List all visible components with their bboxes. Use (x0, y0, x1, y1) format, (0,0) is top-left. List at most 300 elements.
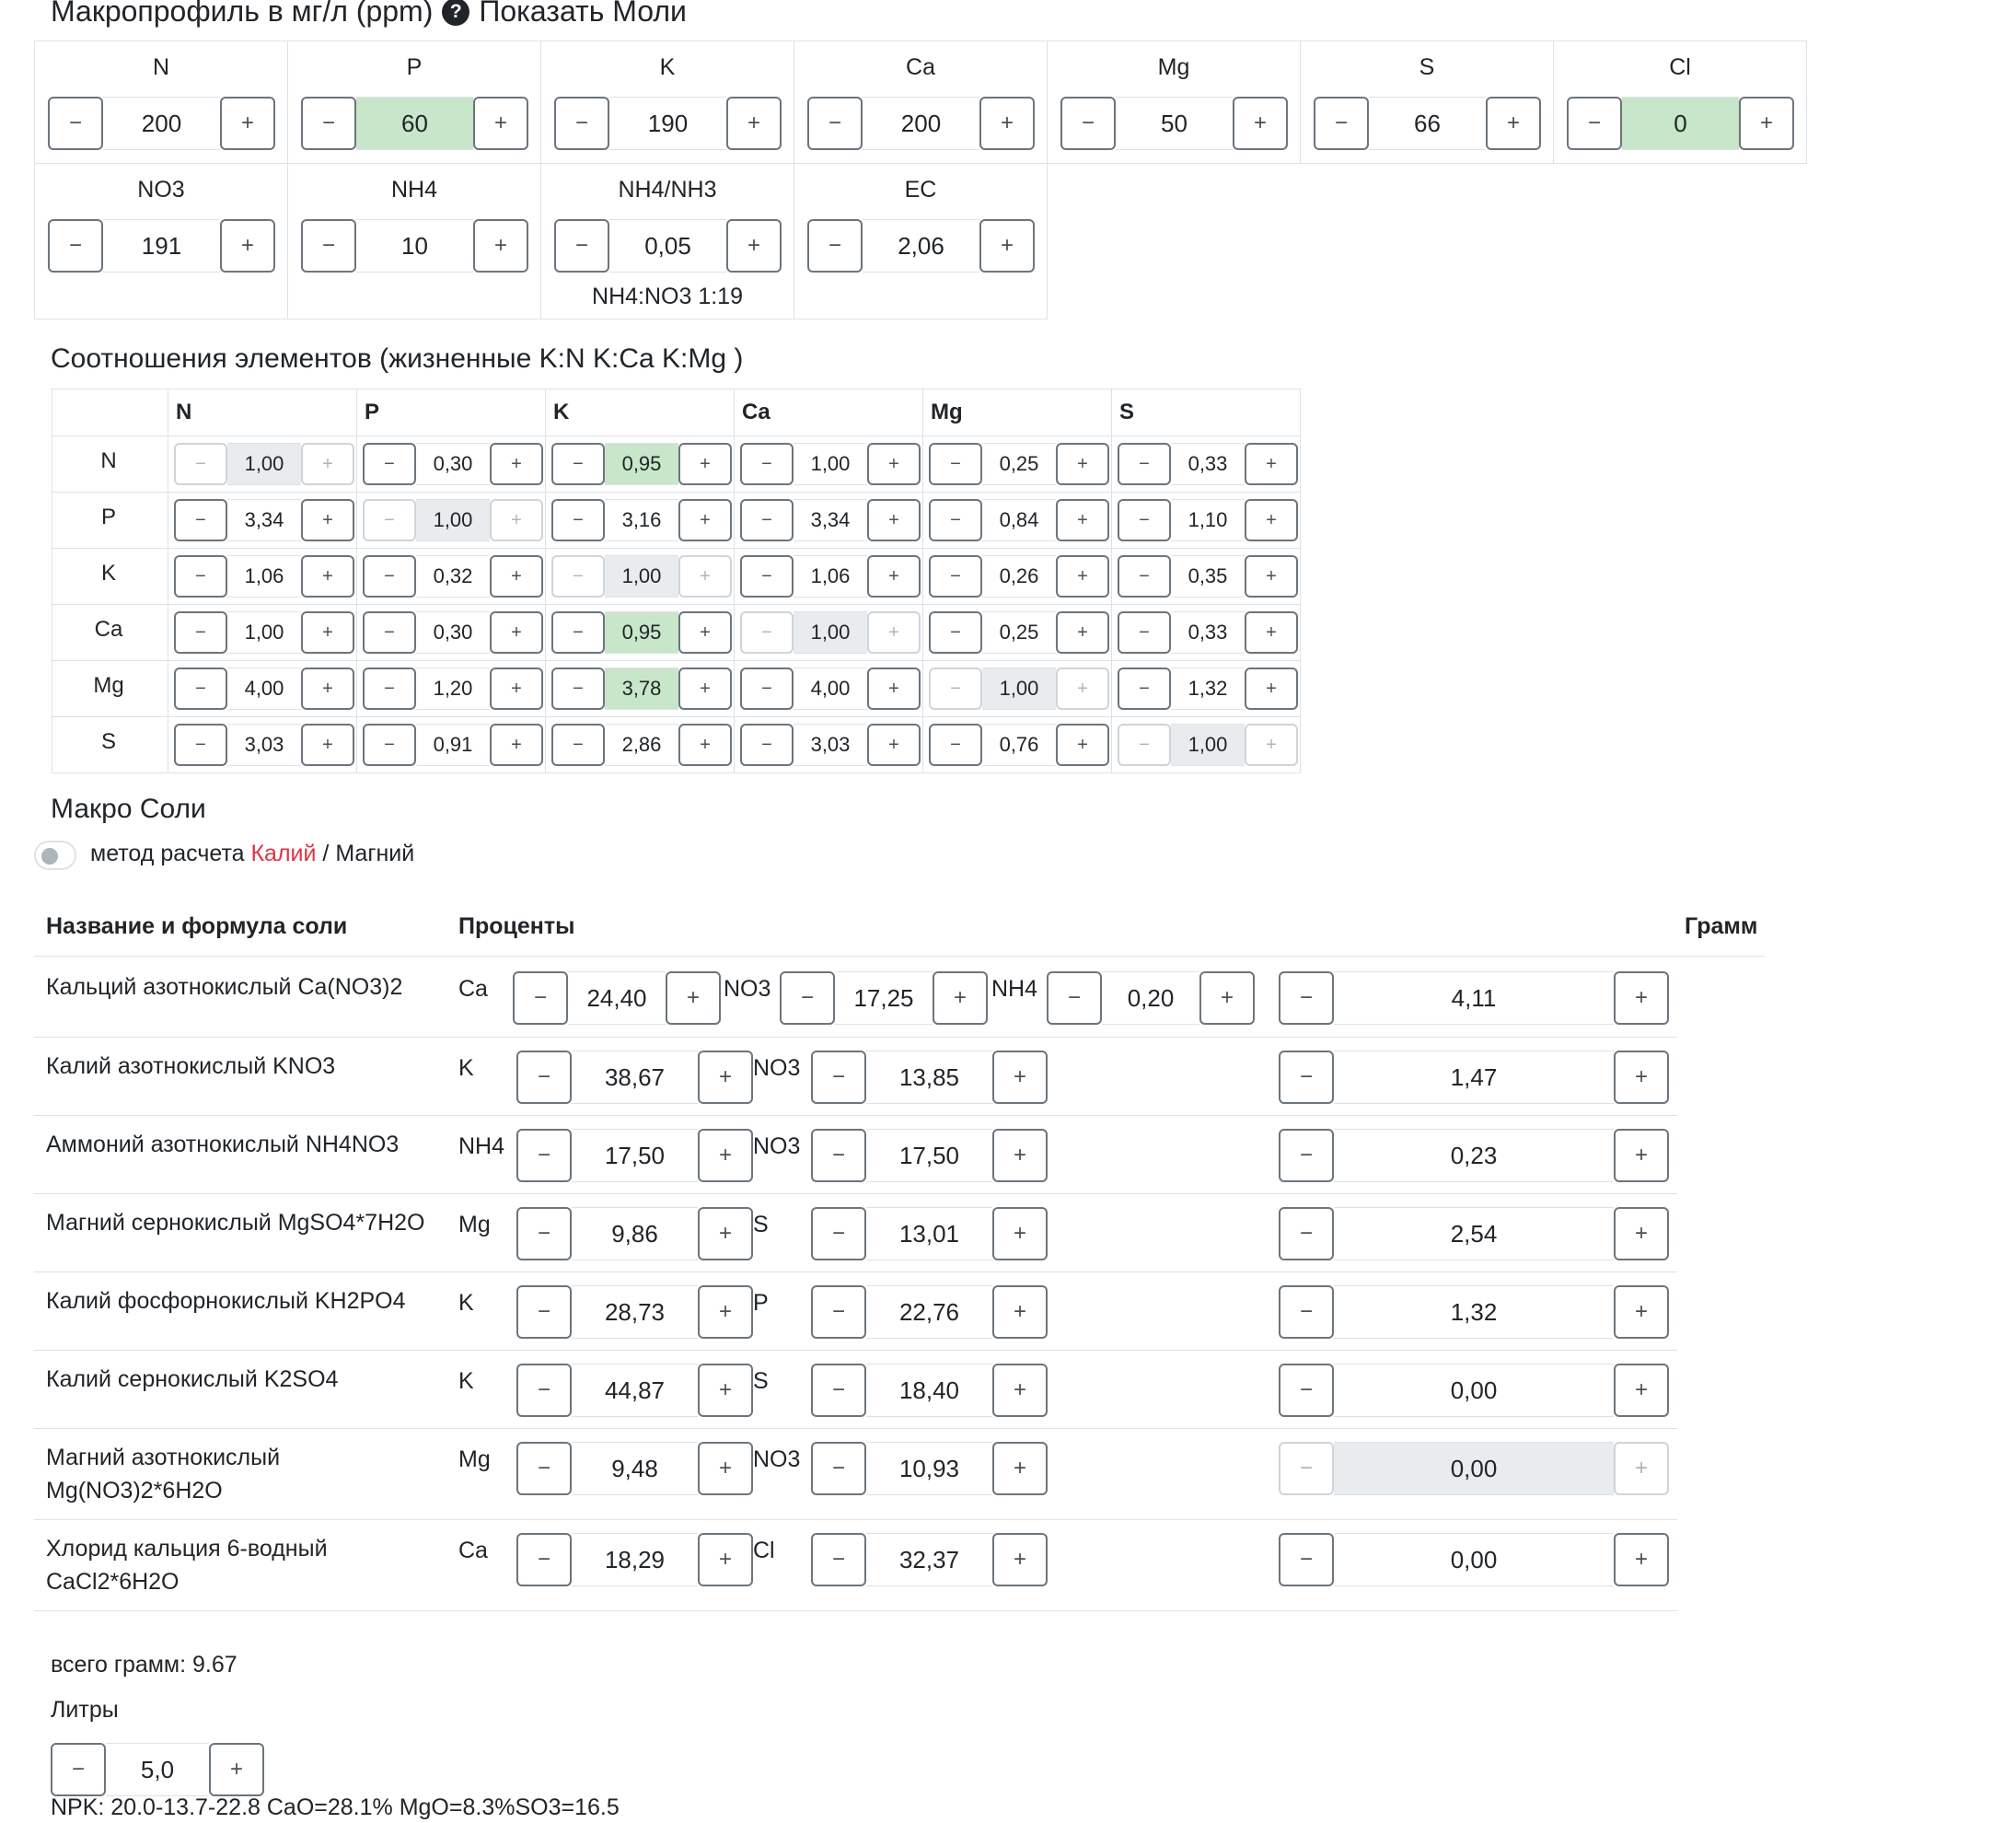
decrement-button[interactable]: − (363, 611, 416, 654)
value-input[interactable]: 191 (103, 219, 220, 273)
decrement-button[interactable]: − (1567, 97, 1622, 150)
value-input[interactable]: 0,95 (605, 443, 678, 485)
element-label: P (753, 1290, 769, 1316)
decrement-button[interactable]: − (1118, 443, 1171, 485)
decrement-button[interactable]: − (551, 443, 605, 485)
profile-label: Mg (1157, 54, 1190, 80)
percent-stepper (811, 1285, 1048, 1339)
increment-button[interactable]: + (726, 97, 782, 150)
increment-button[interactable]: + (698, 1364, 753, 1417)
decrement-button[interactable]: − (551, 611, 605, 654)
value-input[interactable]: 0,05 (609, 219, 726, 273)
profile-stepper (1060, 97, 1288, 150)
ratio-note: NH4:NO3 1:19 (592, 284, 743, 309)
decrement-button[interactable]: − (363, 499, 416, 541)
salt-row-divider (34, 1350, 1677, 1351)
decrement-button[interactable]: − (551, 555, 605, 598)
increment-button[interactable]: + (1614, 1207, 1669, 1260)
liters-label: Литры (51, 1697, 119, 1723)
profile-stepper (1314, 97, 1541, 150)
profile-stepper (48, 97, 275, 150)
increment-button[interactable]: + (1245, 499, 1298, 541)
increment-button[interactable]: + (1614, 1051, 1669, 1104)
decrement-button[interactable]: − (51, 1743, 106, 1796)
increment-button[interactable]: + (698, 1129, 753, 1182)
profile-label: K (659, 54, 676, 80)
decrement-button[interactable]: − (48, 219, 103, 273)
value-input[interactable]: 1,20 (416, 668, 490, 710)
ratio-stepper (551, 611, 732, 654)
value-input[interactable]: 0,30 (416, 611, 490, 654)
grams-stepper (1279, 1533, 1669, 1586)
element-label: NO3 (753, 1446, 801, 1472)
decrement-button[interactable]: − (929, 668, 982, 710)
increment-button[interactable]: + (678, 443, 732, 485)
value-input[interactable]: 2,54 (1334, 1207, 1614, 1260)
decrement-button[interactable]: − (174, 555, 227, 598)
value-input[interactable]: 0,26 (982, 555, 1056, 598)
ratio-stepper (363, 555, 543, 598)
increment-button[interactable]: + (992, 1129, 1048, 1182)
decrement-button[interactable]: − (929, 555, 982, 598)
increment-button[interactable]: + (1056, 668, 1109, 710)
macro-profile-title: Макропрофиль в мг/л (ppm) (51, 0, 434, 28)
value-input[interactable]: 66 (1369, 97, 1486, 150)
percent-stepper (811, 1442, 1048, 1495)
profile-stepper (301, 97, 528, 150)
ratio-col-header-cell (168, 389, 357, 436)
profile-cell-s (1300, 41, 1554, 164)
profile-cell-n (34, 41, 288, 164)
value-input[interactable]: 10 (356, 219, 473, 273)
increment-button[interactable]: + (220, 97, 275, 150)
increment-button[interactable]: + (1614, 1285, 1669, 1339)
increment-button[interactable]: + (1614, 1442, 1669, 1495)
increment-button[interactable]: + (301, 611, 354, 654)
salt-name: Калий фосфорнокислый KH2PO4 (46, 1288, 406, 1314)
decrement-button[interactable]: − (1279, 1129, 1334, 1182)
ratio-col-header-cell (356, 389, 546, 436)
percent-stepper (1047, 971, 1255, 1025)
value-input[interactable]: 2,06 (863, 219, 979, 273)
decrement-button[interactable]: − (780, 971, 835, 1025)
increment-button[interactable]: + (867, 668, 921, 710)
decrement-button[interactable]: − (811, 1285, 866, 1339)
ratio-col-header-cell (545, 389, 735, 436)
value-input[interactable]: 18,40 (866, 1364, 992, 1417)
ratio-stepper (1118, 668, 1298, 710)
value-input[interactable]: 0,23 (1334, 1129, 1614, 1182)
increment-button[interactable]: + (992, 1285, 1048, 1339)
value-input[interactable]: 0,30 (416, 443, 490, 485)
increment-button[interactable]: + (1056, 611, 1109, 654)
ratio-corner-cell (52, 389, 168, 436)
increment-button[interactable]: + (698, 1207, 753, 1260)
increment-button[interactable]: + (678, 611, 732, 654)
ratio-stepper (551, 443, 732, 485)
value-input[interactable]: 13,85 (866, 1051, 992, 1104)
decrement-button[interactable]: − (1279, 1051, 1334, 1104)
decrement-button[interactable]: − (1118, 555, 1171, 598)
value-input[interactable]: 1,00 (794, 443, 867, 485)
decrement-button[interactable]: − (807, 219, 863, 273)
profile-cell-mg (1047, 41, 1301, 164)
increment-button[interactable]: + (698, 1051, 753, 1104)
increment-button[interactable]: + (490, 555, 543, 598)
decrement-button[interactable]: − (301, 97, 356, 150)
increment-button[interactable]: + (1614, 971, 1669, 1025)
decrement-button[interactable]: − (363, 443, 416, 485)
profile-stepper (1567, 97, 1794, 150)
increment-button[interactable]: + (992, 1533, 1048, 1586)
ratio-row-label: K (100, 561, 116, 586)
increment-button[interactable]: + (867, 443, 921, 485)
decrement-button[interactable]: − (1118, 499, 1171, 541)
increment-button[interactable]: + (1056, 443, 1109, 485)
value-input[interactable]: 1,00 (227, 443, 301, 485)
decrement-button[interactable]: − (811, 1129, 866, 1182)
increment-button[interactable]: + (979, 219, 1035, 273)
value-input[interactable]: 1,00 (416, 499, 490, 541)
ratio-stepper (551, 499, 732, 541)
ratio-stepper (929, 555, 1109, 598)
increment-button[interactable]: + (992, 1051, 1048, 1104)
profile-cell-p (287, 41, 541, 164)
increment-button[interactable]: + (678, 668, 732, 710)
element-label: K (458, 1368, 474, 1394)
value-input[interactable]: 50 (1116, 97, 1233, 150)
increment-button[interactable]: + (698, 1442, 753, 1495)
ratio-stepper (929, 499, 1109, 541)
value-input[interactable]: 0,00 (1334, 1533, 1614, 1586)
increment-button[interactable]: + (1245, 555, 1298, 598)
value-input[interactable]: 0,35 (1171, 555, 1245, 598)
value-input[interactable]: 13,01 (866, 1207, 992, 1260)
decrement-button[interactable]: − (174, 724, 227, 766)
decrement-button[interactable]: − (929, 499, 982, 541)
value-input[interactable]: 200 (863, 97, 979, 150)
increment-button[interactable]: + (490, 443, 543, 485)
increment-button[interactable]: + (301, 724, 354, 766)
decrement-button[interactable]: − (516, 1442, 572, 1495)
increment-button[interactable]: + (1614, 1129, 1669, 1182)
increment-button[interactable]: + (1233, 97, 1288, 150)
value-input[interactable]: 3,78 (605, 668, 678, 710)
decrement-button[interactable]: − (174, 443, 227, 485)
decrement-button[interactable]: − (811, 1051, 866, 1104)
ratio-col-header-cell (1111, 389, 1301, 436)
value-input[interactable]: 0,25 (982, 443, 1056, 485)
grams-stepper (1279, 1207, 1669, 1260)
ratio-stepper (740, 443, 921, 485)
value-input[interactable]: 9,86 (572, 1207, 698, 1260)
value-input[interactable]: 3,34 (227, 499, 301, 541)
decrement-button[interactable]: − (554, 219, 609, 273)
value-input[interactable]: 5,0 (106, 1743, 209, 1796)
value-input[interactable]: 0,33 (1171, 443, 1245, 485)
decrement-button[interactable]: − (1118, 668, 1171, 710)
col-header-percent: Проценты (458, 913, 575, 939)
decrement-button[interactable]: − (551, 499, 605, 541)
ratio-stepper (740, 668, 921, 710)
value-input[interactable]: 24,40 (568, 971, 666, 1025)
decrement-button[interactable]: − (363, 555, 416, 598)
decrement-button[interactable]: − (807, 97, 863, 150)
ratio-stepper (1118, 499, 1298, 541)
decrement-button[interactable]: − (516, 1207, 572, 1260)
decrement-button[interactable]: − (1279, 1285, 1334, 1339)
decrement-button[interactable]: − (1314, 97, 1369, 150)
value-input[interactable]: 0,33 (1171, 611, 1245, 654)
decrement-button[interactable]: − (513, 971, 568, 1025)
value-input[interactable]: 3,34 (794, 499, 867, 541)
increment-button[interactable]: + (1245, 443, 1298, 485)
decrement-button[interactable]: − (740, 611, 794, 654)
value-input[interactable]: 0,25 (982, 611, 1056, 654)
value-input[interactable]: 22,76 (866, 1285, 992, 1339)
increment-button[interactable]: + (678, 724, 732, 766)
ratio-stepper (1118, 555, 1298, 598)
increment-button[interactable]: + (979, 97, 1035, 150)
ratio-stepper (740, 499, 921, 541)
decrement-button[interactable]: − (516, 1129, 572, 1182)
percent-stepper (811, 1207, 1048, 1260)
element-label: S (753, 1368, 769, 1394)
increment-button[interactable]: + (1245, 611, 1298, 654)
toggle-knob (41, 848, 58, 865)
value-input[interactable]: 0,76 (982, 724, 1056, 766)
salt-name: Магний азотнокислый Mg(NO3)2*6H2O (46, 1445, 281, 1504)
increment-button[interactable]: + (992, 1364, 1048, 1417)
increment-button[interactable]: + (698, 1285, 753, 1339)
value-input[interactable]: 1,32 (1171, 668, 1245, 710)
ratio-stepper (1118, 611, 1298, 654)
value-input[interactable]: 17,50 (866, 1129, 992, 1182)
increment-button[interactable]: + (698, 1533, 753, 1586)
decrement-button[interactable]: − (929, 611, 982, 654)
ratio-stepper (551, 724, 732, 766)
increment-button[interactable]: + (867, 555, 921, 598)
increment-button[interactable]: + (490, 611, 543, 654)
decrement-button[interactable]: − (740, 555, 794, 598)
decrement-button[interactable]: − (363, 668, 416, 710)
decrement-button[interactable]: − (1279, 1442, 1334, 1495)
increment-button[interactable]: + (867, 499, 921, 541)
increment-button[interactable]: + (301, 443, 354, 485)
value-input[interactable]: 3,16 (605, 499, 678, 541)
value-input[interactable]: 200 (103, 97, 220, 150)
ratio-stepper (363, 443, 543, 485)
value-input[interactable]: 18,29 (572, 1533, 698, 1586)
increment-button[interactable]: + (678, 499, 732, 541)
decrement-button[interactable]: − (929, 724, 982, 766)
percent-stepper (811, 1533, 1048, 1586)
decrement-button[interactable]: − (551, 724, 605, 766)
decrement-button[interactable]: − (1279, 1533, 1334, 1586)
value-input[interactable]: 4,00 (227, 668, 301, 710)
value-input[interactable]: 1,00 (605, 555, 678, 598)
profile-cell-nh4 (287, 163, 541, 319)
profile-label: NO3 (137, 177, 185, 203)
increment-button[interactable]: + (209, 1743, 264, 1796)
value-input[interactable]: 4,00 (794, 668, 867, 710)
increment-button[interactable]: + (220, 219, 275, 273)
value-input[interactable]: 0,91 (416, 724, 490, 766)
value-input[interactable]: 1,00 (1171, 724, 1245, 766)
total-grams: всего грамм: 9.67 (51, 1652, 238, 1678)
profile-label: S (1419, 54, 1435, 80)
decrement-button[interactable]: − (811, 1207, 866, 1260)
increment-button[interactable]: + (301, 668, 354, 710)
value-input[interactable]: 1,06 (794, 555, 867, 598)
value-input[interactable]: 60 (356, 97, 473, 150)
increment-button[interactable]: + (867, 724, 921, 766)
grams-stepper (1279, 1364, 1669, 1417)
value-input[interactable]: 1,06 (227, 555, 301, 598)
decrement-button[interactable]: − (516, 1533, 572, 1586)
value-input[interactable]: 1,00 (982, 668, 1056, 710)
increment-button[interactable]: + (473, 97, 528, 150)
salt-row-divider (34, 1193, 1677, 1194)
value-input[interactable]: 0,00 (1334, 1364, 1614, 1417)
decrement-button[interactable]: − (554, 97, 609, 150)
element-label: Cl (753, 1538, 775, 1563)
value-input[interactable]: 1,00 (227, 611, 301, 654)
increment-button[interactable]: + (301, 499, 354, 541)
value-input[interactable]: 32,37 (866, 1533, 992, 1586)
value-input[interactable]: 0,32 (416, 555, 490, 598)
increment-button[interactable]: + (301, 555, 354, 598)
value-input[interactable]: 17,25 (835, 971, 933, 1025)
value-input[interactable]: 17,50 (572, 1129, 698, 1182)
value-input[interactable]: 0,95 (605, 611, 678, 654)
help-icon[interactable]: ? (442, 0, 469, 26)
decrement-button[interactable]: − (1118, 611, 1171, 654)
decrement-button[interactable]: − (48, 97, 103, 150)
ratio-stepper (929, 724, 1109, 766)
value-input[interactable]: 1,32 (1334, 1285, 1614, 1339)
value-input[interactable]: 3,03 (794, 724, 867, 766)
decrement-button[interactable]: − (929, 443, 982, 485)
increment-button[interactable]: + (490, 724, 543, 766)
value-input[interactable]: 4,11 (1334, 971, 1614, 1025)
ratio-stepper (174, 611, 354, 654)
decrement-button[interactable]: − (301, 219, 356, 273)
profile-stepper (807, 219, 1035, 273)
value-input[interactable]: 0 (1622, 97, 1739, 150)
ratio-row-label: P (100, 505, 116, 529)
decrement-button[interactable]: − (516, 1285, 572, 1339)
show-moles-link[interactable]: Показать Моли (479, 0, 687, 28)
increment-button[interactable]: + (1486, 97, 1541, 150)
profile-stepper (301, 219, 528, 273)
increment-button[interactable]: + (666, 971, 721, 1025)
decrement-button[interactable]: − (516, 1364, 572, 1417)
decrement-button[interactable]: − (174, 499, 227, 541)
increment-button[interactable]: + (1056, 499, 1109, 541)
value-input[interactable]: 9,48 (572, 1442, 698, 1495)
value-input[interactable]: 44,87 (572, 1364, 698, 1417)
decrement-button[interactable]: − (551, 668, 605, 710)
increment-button[interactable]: + (726, 219, 782, 273)
value-input[interactable]: 38,67 (572, 1051, 698, 1104)
increment-button[interactable]: + (1199, 971, 1255, 1025)
percent-stepper (811, 1364, 1048, 1417)
ratio-stepper (1118, 443, 1298, 485)
increment-button[interactable]: + (1739, 97, 1794, 150)
increment-button[interactable]: + (1614, 1533, 1669, 1586)
value-input[interactable]: 1,10 (1171, 499, 1245, 541)
increment-button[interactable]: + (1614, 1364, 1669, 1417)
element-label: NO3 (724, 976, 771, 1002)
increment-button[interactable]: + (490, 668, 543, 710)
value-input[interactable]: 1,00 (794, 611, 867, 654)
col-header-name: Название и формула соли (46, 913, 348, 939)
decrement-button[interactable]: − (174, 611, 227, 654)
liters-stepper (51, 1743, 264, 1796)
profile-cell-ec (794, 163, 1048, 319)
value-input[interactable]: 10,93 (866, 1442, 992, 1495)
decrement-button[interactable]: − (516, 1051, 572, 1104)
decrement-button[interactable]: − (1279, 971, 1334, 1025)
decrement-button[interactable]: − (1060, 97, 1116, 150)
decrement-button[interactable]: − (1279, 1207, 1334, 1260)
increment-button[interactable]: + (992, 1442, 1048, 1495)
increment-button[interactable]: + (992, 1207, 1048, 1260)
increment-button[interactable]: + (1056, 724, 1109, 766)
decrement-button[interactable]: − (1047, 971, 1102, 1025)
value-input[interactable]: 2,86 (605, 724, 678, 766)
ratio-stepper (740, 724, 921, 766)
decrement-button[interactable]: − (1279, 1364, 1334, 1417)
salt-row-divider (34, 1037, 1677, 1038)
increment-button[interactable]: + (490, 499, 543, 541)
decrement-button[interactable]: − (174, 668, 227, 710)
value-input[interactable]: 190 (609, 97, 726, 150)
value-input[interactable]: 0,84 (982, 499, 1056, 541)
decrement-button[interactable]: − (811, 1533, 866, 1586)
increment-button[interactable]: + (867, 611, 921, 654)
increment-button[interactable]: + (678, 555, 732, 598)
decrement-button[interactable]: − (740, 499, 794, 541)
element-label: S (753, 1212, 769, 1237)
calc-method-toggle[interactable] (34, 841, 76, 870)
grams-stepper (1279, 1285, 1669, 1339)
ratio-stepper (363, 611, 543, 654)
value-input[interactable]: 0,00 (1334, 1442, 1614, 1495)
value-input[interactable]: 1,47 (1334, 1051, 1614, 1104)
decrement-button[interactable]: − (740, 724, 794, 766)
value-input[interactable]: 28,73 (572, 1285, 698, 1339)
increment-button[interactable]: + (1245, 724, 1298, 766)
decrement-button[interactable]: − (740, 443, 794, 485)
value-input[interactable]: 0,20 (1102, 971, 1199, 1025)
increment-button[interactable]: + (1056, 555, 1109, 598)
decrement-button[interactable]: − (811, 1442, 866, 1495)
decrement-button[interactable]: − (740, 668, 794, 710)
increment-button[interactable]: + (473, 219, 528, 273)
decrement-button[interactable]: − (363, 724, 416, 766)
increment-button[interactable]: + (933, 971, 988, 1025)
ratio-stepper (363, 499, 543, 541)
profile-label: Cl (1669, 54, 1691, 80)
profile-label: NH4/NH3 (618, 177, 717, 203)
decrement-button[interactable]: − (811, 1364, 866, 1417)
increment-button[interactable]: + (1245, 668, 1298, 710)
decrement-button[interactable]: − (1118, 724, 1171, 766)
ratio-stepper (740, 611, 921, 654)
value-input[interactable]: 3,03 (227, 724, 301, 766)
